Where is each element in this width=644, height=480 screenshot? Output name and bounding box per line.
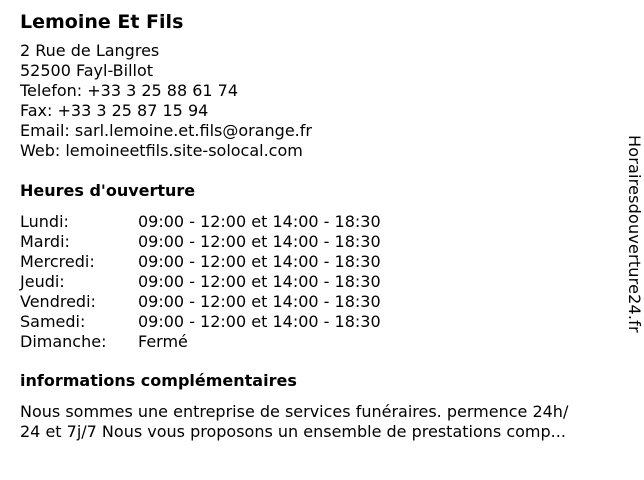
hours-row (20, 212, 620, 232)
business-name: Lemoine Et Fils (20, 11, 184, 33)
email-line: Email: sarl.lemoine.et.fils@orange.fr (20, 121, 312, 140)
hours-time: Fermé (138, 332, 188, 351)
hours-row (20, 272, 620, 292)
hours-time: 09:00 - 12:00 et 14:00 - 18:30 (138, 212, 381, 231)
info-text (20, 402, 620, 442)
hours-heading: Heures d'ouverture (20, 181, 196, 200)
address-line-1: 2 Rue de Langres (20, 41, 160, 60)
hours-row (20, 332, 620, 352)
info-line-1: Nous sommes une entreprise de services funéraires. permence 24h/ (20, 402, 569, 421)
hours-time: 09:00 - 12:00 et 14:00 - 18:30 (138, 292, 381, 311)
info-line-2: 24 et 7j/7 Nous vous proposons un ensemble de prestations comp... (20, 422, 566, 441)
contact-block (20, 41, 620, 161)
hours-time: 09:00 - 12:00 et 14:00 - 18:30 (138, 252, 381, 271)
hours-row (20, 292, 620, 312)
hours-time: 09:00 - 12:00 et 14:00 - 18:30 (138, 272, 381, 291)
web-line: Web: lemoineetfils.site-solocal.com (20, 141, 303, 160)
fax-line: Fax: +33 3 25 87 15 94 (20, 101, 209, 120)
address-line-2: 52500 Fayl-Billot (20, 61, 154, 80)
hours-day: Jeudi: (20, 272, 65, 291)
hours-day: Dimanche: (20, 332, 107, 351)
hours-table (20, 212, 620, 352)
site-watermark: Horairesdouverture24.fr (625, 135, 644, 333)
info-heading: informations complémentaires (20, 371, 297, 390)
hours-day: Lundi: (20, 212, 69, 231)
hours-day: Samedi: (20, 312, 86, 331)
hours-day: Vendredi: (20, 292, 96, 311)
hours-row (20, 312, 620, 332)
hours-day: Mercredi: (20, 252, 95, 271)
hours-row (20, 252, 620, 272)
hours-row (20, 232, 620, 252)
hours-time: 09:00 - 12:00 et 14:00 - 18:30 (138, 312, 381, 331)
phone-line: Telefon: +33 3 25 88 61 74 (20, 81, 239, 100)
hours-time: 09:00 - 12:00 et 14:00 - 18:30 (138, 232, 381, 251)
hours-day: Mardi: (20, 232, 70, 251)
business-card (20, 10, 620, 442)
